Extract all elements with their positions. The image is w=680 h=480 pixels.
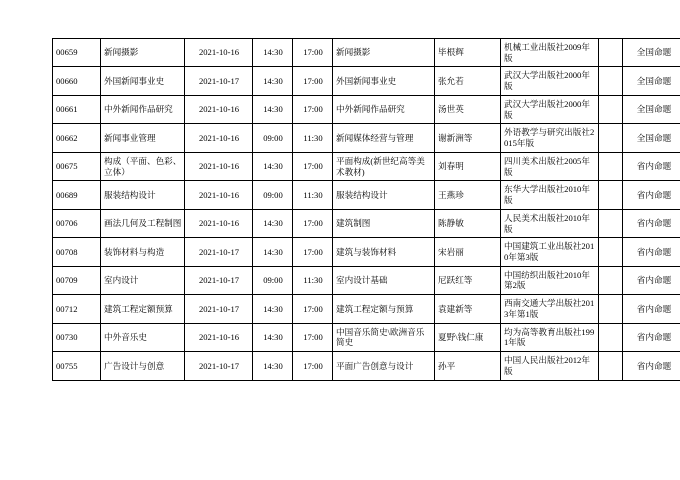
- cell-end-time: 17:00: [293, 295, 333, 323]
- table-row: [53, 323, 680, 351]
- cell-end-time: 17:00: [293, 352, 333, 380]
- table-row: [53, 266, 680, 294]
- cell-publisher: 中国纺织出版社2010年第2版: [501, 266, 599, 294]
- cell-date: 2021-10-17: [185, 295, 253, 323]
- cell-blank: [599, 352, 623, 380]
- cell-code: 00755: [53, 352, 101, 380]
- cell-end-time: 17:00: [293, 323, 333, 351]
- cell-proposition: 省内命题: [623, 266, 680, 294]
- cell-blank: [599, 238, 623, 266]
- cell-blank: [599, 39, 623, 67]
- table-row: [53, 95, 680, 123]
- cell-start-time: 14:30: [253, 152, 293, 180]
- cell-publisher: 中国建筑工业出版社2010年第3版: [501, 238, 599, 266]
- cell-code: 00730: [53, 323, 101, 351]
- cell-date: 2021-10-16: [185, 181, 253, 209]
- cell-date: 2021-10-16: [185, 95, 253, 123]
- table-row: [53, 295, 680, 323]
- cell-author: 谢新洲等: [435, 124, 501, 152]
- cell-proposition: 全国命题: [623, 67, 680, 95]
- cell-textbook-name: 平面构成(新世纪高等美术教材): [333, 152, 435, 180]
- table-row: [53, 39, 680, 67]
- cell-date: 2021-10-17: [185, 238, 253, 266]
- cell-code: 00712: [53, 295, 101, 323]
- cell-end-time: 17:00: [293, 152, 333, 180]
- exam-schedule-table: [52, 38, 680, 381]
- cell-blank: [599, 209, 623, 237]
- cell-publisher: 四川美术出版社2005年版: [501, 152, 599, 180]
- cell-blank: [599, 295, 623, 323]
- cell-textbook-name: 中外新闻作品研究: [333, 95, 435, 123]
- cell-textbook-name: 中国音乐简史\欧洲音乐简史: [333, 323, 435, 351]
- cell-date: 2021-10-16: [185, 124, 253, 152]
- cell-textbook-name: 室内设计基础: [333, 266, 435, 294]
- cell-date: 2021-10-17: [185, 352, 253, 380]
- cell-publisher: 机械工业出版社2009年版: [501, 39, 599, 67]
- cell-start-time: 14:30: [253, 39, 293, 67]
- cell-proposition: 省内命题: [623, 152, 680, 180]
- cell-author: 孙平: [435, 352, 501, 380]
- cell-code: 00675: [53, 152, 101, 180]
- cell-textbook-name: 平面广告创意与设计: [333, 352, 435, 380]
- cell-blank: [599, 266, 623, 294]
- cell-start-time: 14:30: [253, 295, 293, 323]
- cell-end-time: 11:30: [293, 181, 333, 209]
- cell-author: 尼跃红等: [435, 266, 501, 294]
- cell-end-time: 17:00: [293, 67, 333, 95]
- cell-code: 00706: [53, 209, 101, 237]
- cell-publisher: 武汉大学出版社2000年版: [501, 67, 599, 95]
- cell-start-time: 09:00: [253, 266, 293, 294]
- cell-blank: [599, 323, 623, 351]
- cell-blank: [599, 124, 623, 152]
- cell-start-time: 14:30: [253, 238, 293, 266]
- cell-course-name: 室内设计: [101, 266, 185, 294]
- cell-proposition: 省内命题: [623, 238, 680, 266]
- cell-course-name: 画法几何及工程制图: [101, 209, 185, 237]
- cell-textbook-name: 新闻媒体经营与管理: [333, 124, 435, 152]
- cell-author: 张允若: [435, 67, 501, 95]
- cell-date: 2021-10-16: [185, 323, 253, 351]
- cell-date: 2021-10-16: [185, 209, 253, 237]
- cell-course-name: 装饰材料与构造: [101, 238, 185, 266]
- table-row: [53, 124, 680, 152]
- cell-end-time: 17:00: [293, 95, 333, 123]
- cell-code: 00662: [53, 124, 101, 152]
- cell-code: 00660: [53, 67, 101, 95]
- cell-end-time: 17:00: [293, 238, 333, 266]
- cell-end-time: 17:00: [293, 39, 333, 67]
- cell-start-time: 14:30: [253, 323, 293, 351]
- cell-code: 00709: [53, 266, 101, 294]
- cell-textbook-name: 建筑工程定额与预算: [333, 295, 435, 323]
- cell-code: 00689: [53, 181, 101, 209]
- cell-publisher: 人民美术出版社2010年版: [501, 209, 599, 237]
- cell-publisher: 武汉大学出版社2000年版: [501, 95, 599, 123]
- cell-author: 汤世英: [435, 95, 501, 123]
- cell-textbook-name: 建筑制图: [333, 209, 435, 237]
- cell-author: 夏野\钱仁康: [435, 323, 501, 351]
- cell-course-name: 服装结构设计: [101, 181, 185, 209]
- cell-end-time: 17:00: [293, 209, 333, 237]
- cell-publisher: 西南交通大学出版社2013年第1版: [501, 295, 599, 323]
- table-row: [53, 238, 680, 266]
- cell-textbook-name: 新闻摄影: [333, 39, 435, 67]
- cell-start-time: 14:30: [253, 67, 293, 95]
- table-row: [53, 181, 680, 209]
- cell-code: 00661: [53, 95, 101, 123]
- cell-textbook-name: 服装结构设计: [333, 181, 435, 209]
- cell-blank: [599, 67, 623, 95]
- cell-course-name: 构成（平面、色彩、立体）: [101, 152, 185, 180]
- cell-proposition: 全国命题: [623, 95, 680, 123]
- cell-blank: [599, 152, 623, 180]
- table-row: [53, 152, 680, 180]
- cell-date: 2021-10-17: [185, 266, 253, 294]
- cell-author: 毕根辉: [435, 39, 501, 67]
- cell-code: 00659: [53, 39, 101, 67]
- cell-date: 2021-10-16: [185, 152, 253, 180]
- cell-date: 2021-10-16: [185, 39, 253, 67]
- table-row: [53, 352, 680, 380]
- cell-end-time: 11:30: [293, 124, 333, 152]
- cell-start-time: 09:00: [253, 124, 293, 152]
- cell-proposition: 全国命题: [623, 39, 680, 67]
- cell-author: 刘春明: [435, 152, 501, 180]
- table-row: [53, 209, 680, 237]
- cell-course-name: 中外音乐史: [101, 323, 185, 351]
- table-row: [53, 67, 680, 95]
- cell-proposition: 全国命题: [623, 124, 680, 152]
- cell-course-name: 新闻摄影: [101, 39, 185, 67]
- cell-code: 00708: [53, 238, 101, 266]
- table-body: [53, 39, 680, 381]
- cell-proposition: 省内命题: [623, 323, 680, 351]
- cell-author: 袁建新等: [435, 295, 501, 323]
- cell-proposition: 省内命题: [623, 352, 680, 380]
- cell-start-time: 14:30: [253, 352, 293, 380]
- cell-publisher: 东华大学出版社2010年版: [501, 181, 599, 209]
- cell-course-name: 新闻事业管理: [101, 124, 185, 152]
- cell-start-time: 14:30: [253, 209, 293, 237]
- cell-course-name: 外国新闻事业史: [101, 67, 185, 95]
- cell-textbook-name: 建筑与装饰材料: [333, 238, 435, 266]
- cell-textbook-name: 外国新闻事业史: [333, 67, 435, 95]
- cell-author: 宋岩丽: [435, 238, 501, 266]
- cell-end-time: 11:30: [293, 266, 333, 294]
- cell-proposition: 省内命题: [623, 181, 680, 209]
- cell-author: 陈静敏: [435, 209, 501, 237]
- cell-publisher: 中国人民出版社2012年版: [501, 352, 599, 380]
- cell-course-name: 中外新闻作品研究: [101, 95, 185, 123]
- cell-course-name: 建筑工程定额预算: [101, 295, 185, 323]
- cell-blank: [599, 181, 623, 209]
- cell-course-name: 广告设计与创意: [101, 352, 185, 380]
- cell-publisher: 外语教学与研究出版社2015年版: [501, 124, 599, 152]
- cell-start-time: 14:30: [253, 95, 293, 123]
- cell-blank: [599, 95, 623, 123]
- cell-proposition: 省内命题: [623, 295, 680, 323]
- cell-author: 王燕珍: [435, 181, 501, 209]
- cell-proposition: 省内命题: [623, 209, 680, 237]
- cell-start-time: 09:00: [253, 181, 293, 209]
- cell-publisher: 均为高等教育出版社1991年版: [501, 323, 599, 351]
- cell-date: 2021-10-17: [185, 67, 253, 95]
